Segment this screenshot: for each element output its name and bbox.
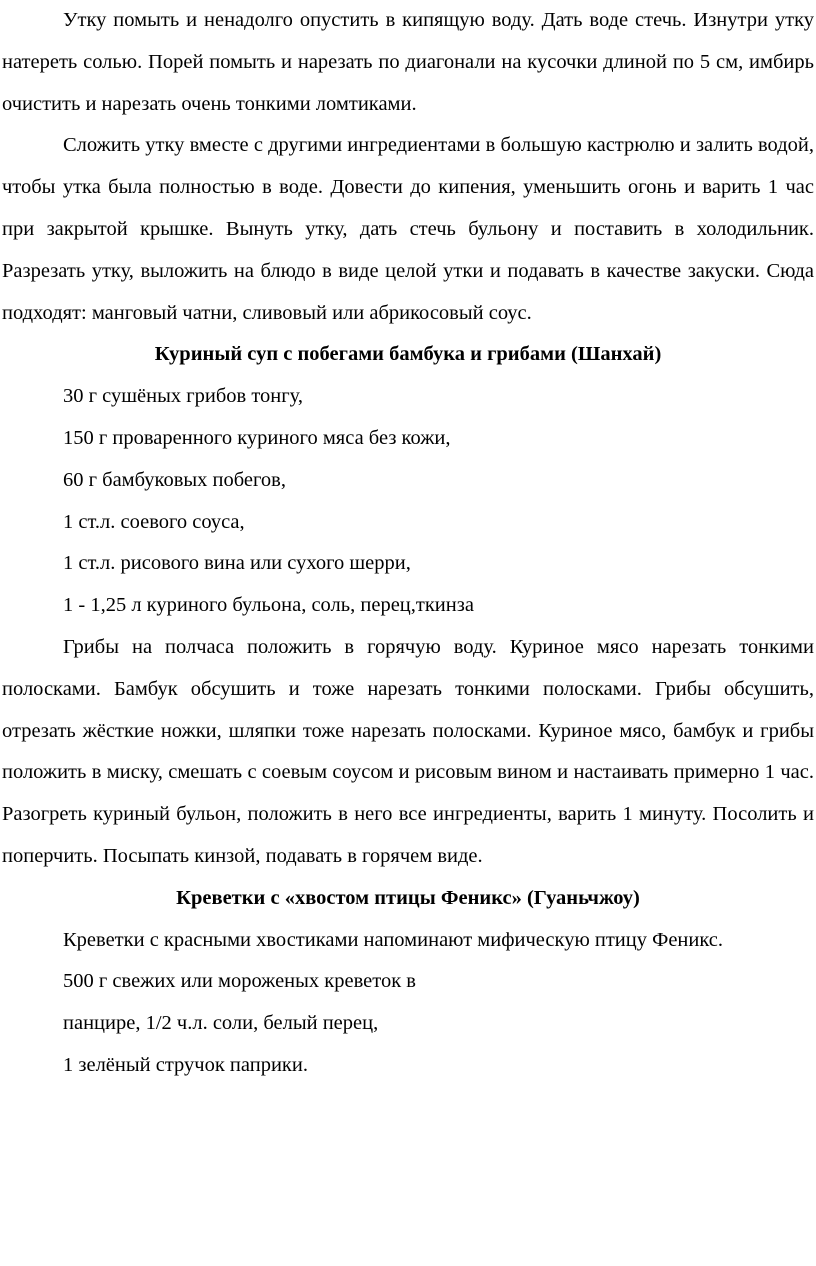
recipe-method-chicken-soup: Грибы на полчаса положить в горячую воду. Куриное мясо нарезать тонкими полосками. Бамбук обсушить и тоже нарезать тонкими полосками. Грибы обсушить, отрезать жёсткие ножки, шляпки тоже нарезать полосками. Куриное мясо, бамбук и грибы положить в миску, смешать с соевым соусом и рисовым вином и настаивать примерно 1 час. Разогреть куриный бульон, положить в него все ингредиенты, варить 1 минуту. Посолить и поперчить. Посыпать кинзой, подавать в горячем виде.	[2, 635, 814, 867]
recipe-intro-phoenix-shrimp: Креветки с красными хвостиками напоминают мифическую птицу Феникс.	[63, 928, 724, 951]
recipe-title-phoenix-shrimp: Креветки с «хвостом птицы Феникс» (Гуаньчжоу)	[176, 886, 640, 909]
ingredient-line: 1 - 1,25 л куриного бульона, соль, перец,ткинза	[63, 594, 474, 617]
ingredient-line: 1 ст.л. рисового вина или сухого шерри,	[63, 552, 411, 575]
intro-paragraph-duck-prep: Утку помыть и ненадолго опустить в кипящую воду. Дать воде стечь. Изнутри утку натереть солью. Порей помыть и нарезать по диагонали на кусочки длиной по 5 см, имбирь очистить и нарезать очень тонкими ломтиками.	[2, 9, 814, 115]
ingredient-line: 500 г свежих или мороженых креветок в	[63, 970, 416, 993]
ingredient-line: 60 г бамбуковых побегов,	[63, 468, 286, 491]
ingredient-line: 1 ст.л. соевого соуса,	[63, 510, 245, 533]
ingredient-line: 1 зелёный стручок паприки.	[63, 1053, 308, 1076]
recipe-title-chicken-soup: Куриный суп с побегами бамбука и грибами (Шанхай)	[154, 343, 662, 366]
ingredient-line: 150 г проваренного куриного мяса без кожи,	[63, 426, 451, 449]
ingredient-line: панцире, 1/2 ч.л. соли, белый перец,	[63, 1012, 379, 1035]
intro-paragraph-duck-cooking: Сложить утку вместе с другими ингредиентами в большую кастрюлю и залить водой, чтобы утка была полностью в воде. Довести до кипения, уменьшить огонь и варить 1 час при закрытой крышке. Вынуть утку, дать стечь бульону и поставить в холодильник. Разрезать утку, выложить на блюдо в виде целой утки и подавать в качестве закуски. Сюда подходят: манговый чатни, сливовый или абрикосовый соус.	[2, 134, 814, 324]
ingredient-line: 30 г сушёных грибов тонгу,	[63, 385, 303, 408]
